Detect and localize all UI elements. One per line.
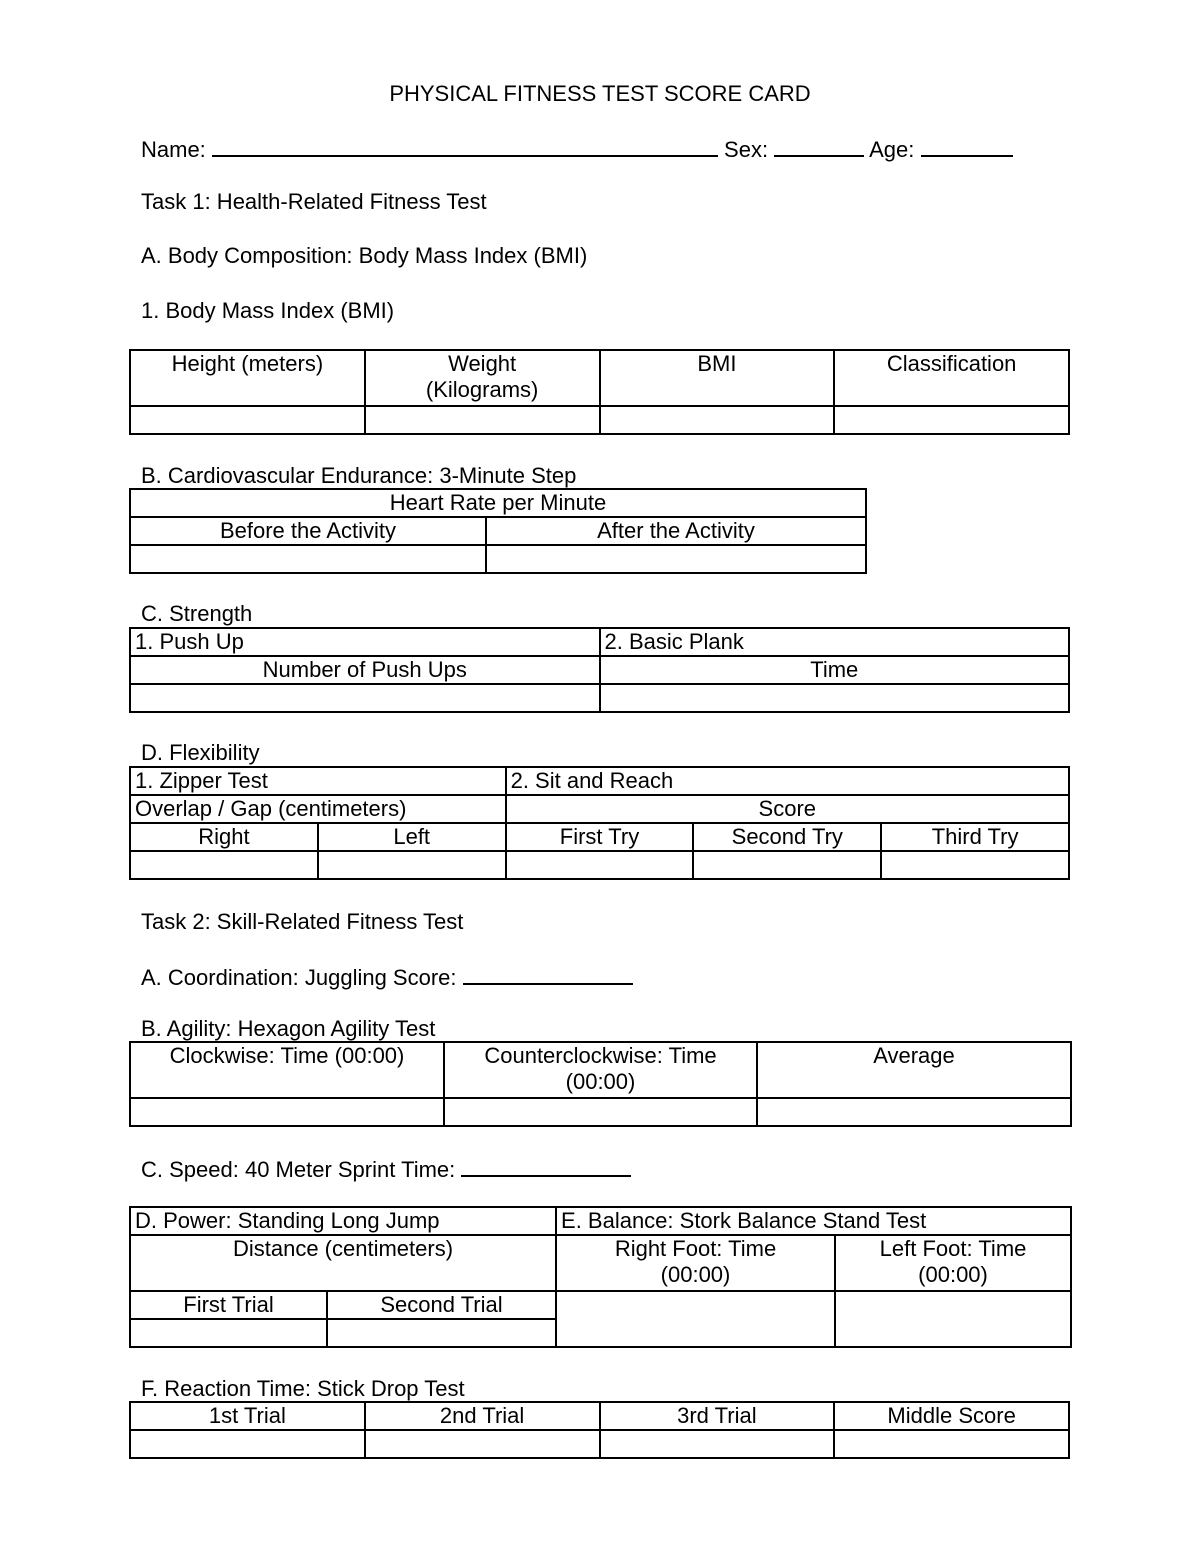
plank-time-header: Time xyxy=(600,656,1070,684)
bmi-header-height: Height (meters) xyxy=(130,350,365,406)
coordination-label: A. Coordination: Juggling Score: xyxy=(141,965,457,990)
agility-counterclockwise-cell[interactable] xyxy=(444,1098,757,1126)
bmi-table xyxy=(129,349,1070,435)
reaction-trial2-header: 2nd Trial xyxy=(365,1402,600,1430)
balance-header: E. Balance: Stork Balance Stand Test xyxy=(556,1207,1071,1235)
body-composition-heading: A. Body Composition: Body Mass Index (BMI) xyxy=(141,243,588,268)
power-first-header: First Trial xyxy=(130,1291,327,1319)
bmi-heading: 1. Body Mass Index (BMI) xyxy=(141,298,395,323)
reaction-trial3-header: 3rd Trial xyxy=(600,1402,835,1430)
zipper-left-cell[interactable] xyxy=(318,851,506,879)
name-field[interactable] xyxy=(212,137,718,157)
sex-label: Sex: xyxy=(724,137,769,162)
balance-left-cell[interactable] xyxy=(835,1291,1071,1347)
bmi-header-classification: Classification xyxy=(834,350,1069,406)
strength-heading: C. Strength xyxy=(141,601,253,626)
power-balance-table xyxy=(129,1206,1072,1348)
reaction-table xyxy=(129,1401,1070,1459)
agility-average-cell[interactable] xyxy=(757,1098,1071,1126)
bmi-header-bmi: BMI xyxy=(600,350,835,406)
flexibility-table xyxy=(129,766,1070,880)
reaction-trial1-cell[interactable] xyxy=(130,1430,365,1458)
sit-reach-first-cell[interactable] xyxy=(506,851,694,879)
sprint-time-field[interactable] xyxy=(461,1157,631,1177)
bmi-header-weight: Weight (Kilograms) xyxy=(365,350,600,406)
juggling-score-field[interactable] xyxy=(463,965,633,985)
balance-left-header: Left Foot: Time (00:00) xyxy=(835,1235,1071,1291)
header-fields-row xyxy=(141,137,1013,161)
zipper-left-header: Left xyxy=(318,823,506,851)
reaction-middle-cell[interactable] xyxy=(834,1430,1069,1458)
speed-label: C. Speed: 40 Meter Sprint Time: xyxy=(141,1157,456,1182)
age-field[interactable] xyxy=(921,137,1013,157)
bmi-classification-cell[interactable] xyxy=(834,406,1069,434)
agility-table xyxy=(129,1041,1072,1127)
sit-reach-third-cell[interactable] xyxy=(881,851,1069,879)
speed-row xyxy=(141,1157,631,1181)
agility-clockwise-cell[interactable] xyxy=(130,1098,444,1126)
strength-table xyxy=(129,627,1070,713)
power-header: D. Power: Standing Long Jump xyxy=(130,1207,556,1235)
agility-clockwise-header: Clockwise: Time (00:00) xyxy=(130,1042,444,1098)
sit-reach-third-header: Third Try xyxy=(881,823,1069,851)
zipper-right-header: Right xyxy=(130,823,318,851)
flexibility-heading: D. Flexibility xyxy=(141,740,260,765)
task1-heading: Task 1: Health-Related Fitness Test xyxy=(141,189,487,214)
plank-time-cell[interactable] xyxy=(600,684,1070,712)
reaction-heading: F. Reaction Time: Stick Drop Test xyxy=(141,1376,465,1401)
heart-rate-before-header: Before the Activity xyxy=(130,517,486,545)
reaction-trial2-cell[interactable] xyxy=(365,1430,600,1458)
push-up-header: 1. Push Up xyxy=(130,628,600,656)
sit-reach-first-header: First Try xyxy=(506,823,694,851)
coordination-row xyxy=(141,965,633,989)
reaction-middle-header: Middle Score xyxy=(834,1402,1069,1430)
reaction-trial3-cell[interactable] xyxy=(600,1430,835,1458)
heart-rate-header: Heart Rate per Minute xyxy=(130,489,866,517)
overlap-gap-header: Overlap / Gap (centimeters) xyxy=(130,795,506,823)
agility-heading: B. Agility: Hexagon Agility Test xyxy=(141,1016,436,1041)
sex-field[interactable] xyxy=(774,137,864,157)
heart-rate-before-cell[interactable] xyxy=(130,545,486,573)
page-title: PHYSICAL FITNESS TEST SCORE CARD xyxy=(389,81,811,106)
heart-rate-after-cell[interactable] xyxy=(486,545,866,573)
sit-reach-second-header: Second Try xyxy=(693,823,881,851)
sit-reach-header: 2. Sit and Reach xyxy=(506,767,1069,795)
zipper-right-cell[interactable] xyxy=(130,851,318,879)
heart-rate-table xyxy=(129,488,867,574)
power-distance-header: Distance (centimeters) xyxy=(130,1235,556,1291)
bmi-weight-cell[interactable] xyxy=(365,406,600,434)
balance-right-cell[interactable] xyxy=(556,1291,835,1347)
name-label: Name: xyxy=(141,137,206,162)
cardio-heading: B. Cardiovascular Endurance: 3-Minute Step xyxy=(141,463,577,488)
power-second-header: Second Trial xyxy=(327,1291,556,1319)
agility-counterclockwise-header: Counterclockwise: Time (00:00) xyxy=(444,1042,757,1098)
bmi-height-cell[interactable] xyxy=(130,406,365,434)
sit-reach-second-cell[interactable] xyxy=(693,851,881,879)
age-label: Age: xyxy=(869,137,915,162)
push-up-count-header: Number of Push Ups xyxy=(130,656,600,684)
bmi-value-cell[interactable] xyxy=(600,406,835,434)
push-up-count-cell[interactable] xyxy=(130,684,600,712)
heart-rate-after-header: After the Activity xyxy=(486,517,866,545)
zipper-test-header: 1. Zipper Test xyxy=(130,767,506,795)
agility-average-header: Average xyxy=(757,1042,1071,1098)
balance-right-header: Right Foot: Time (00:00) xyxy=(556,1235,835,1291)
power-second-cell[interactable] xyxy=(327,1319,556,1347)
task2-heading: Task 2: Skill-Related Fitness Test xyxy=(141,909,464,934)
sit-reach-score-header: Score xyxy=(506,795,1069,823)
power-first-cell[interactable] xyxy=(130,1319,327,1347)
reaction-trial1-header: 1st Trial xyxy=(130,1402,365,1430)
plank-header: 2. Basic Plank xyxy=(600,628,1070,656)
